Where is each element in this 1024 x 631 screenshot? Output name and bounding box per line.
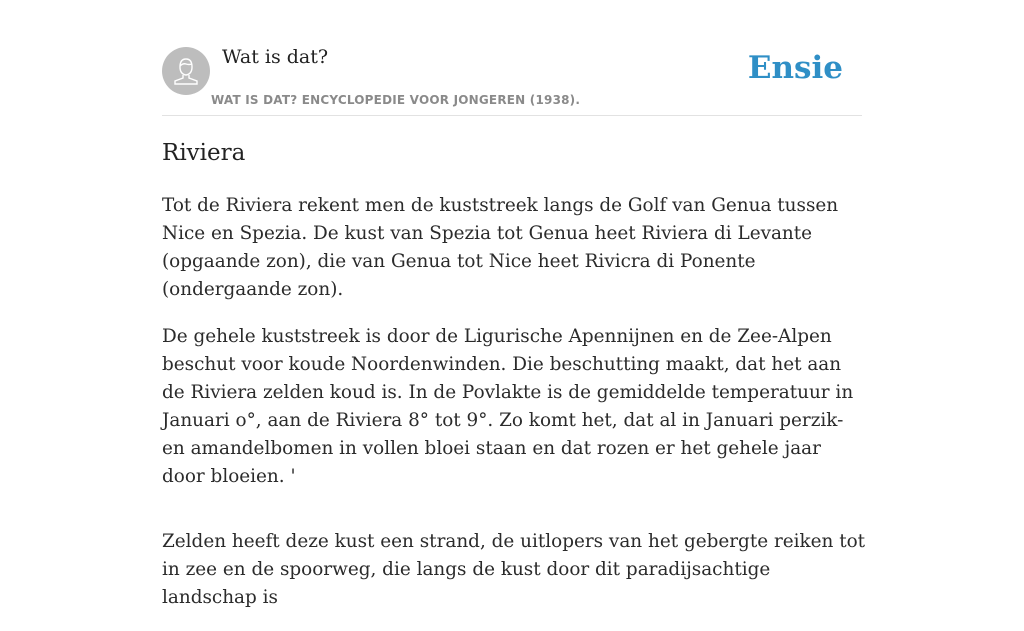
source-header [162, 0, 862, 116]
avatar[interactable] [162, 47, 210, 95]
source-title[interactable]: Wat is dat? [222, 46, 329, 68]
article-paragraph: De gehele kuststreek is door de Ligurische Apennijnen en de Zee-Alpen beschut voor koude Noordenwinden. Die beschutting maakt, dat het aan de Riviera zelden koud is. In de Povlakte is de gemiddelde temperatuur in Januari o°, aan de Riviera 8° tot 9°. Zo komt het, dat al in Januari perzik- en amandelbomen in vollen bloei staan en dat rozen er het gehele jaar door bloeien. ' [162, 326, 854, 487]
page-container [162, 0, 866, 608]
brand-logo[interactable]: Ensie [747, 50, 843, 86]
article-paragraph: Tot de Riviera rekent men de kuststreek langs de Golf van Genua tussen Nice en Spezia. De kust van Spezia tot Genua heet Riviera di Levante (opgaande zon), die van Genua tot Nice heet Rivicra di Ponente (ondergaande zon). [162, 195, 839, 300]
user-icon [162, 47, 210, 95]
article-paragraph: Zelden heeft deze kust een strand, de uitlopers van het gebergte reiken tot in zee en de spoorweg, die langs de kust door dit paradijsachtige landschap is [162, 531, 866, 608]
article-body [162, 192, 866, 631]
article-title: Riviera [162, 140, 246, 166]
source-subtitle: WAT IS DAT? ENCYCLOPEDIE VOOR JONGEREN (1938). [211, 93, 581, 107]
